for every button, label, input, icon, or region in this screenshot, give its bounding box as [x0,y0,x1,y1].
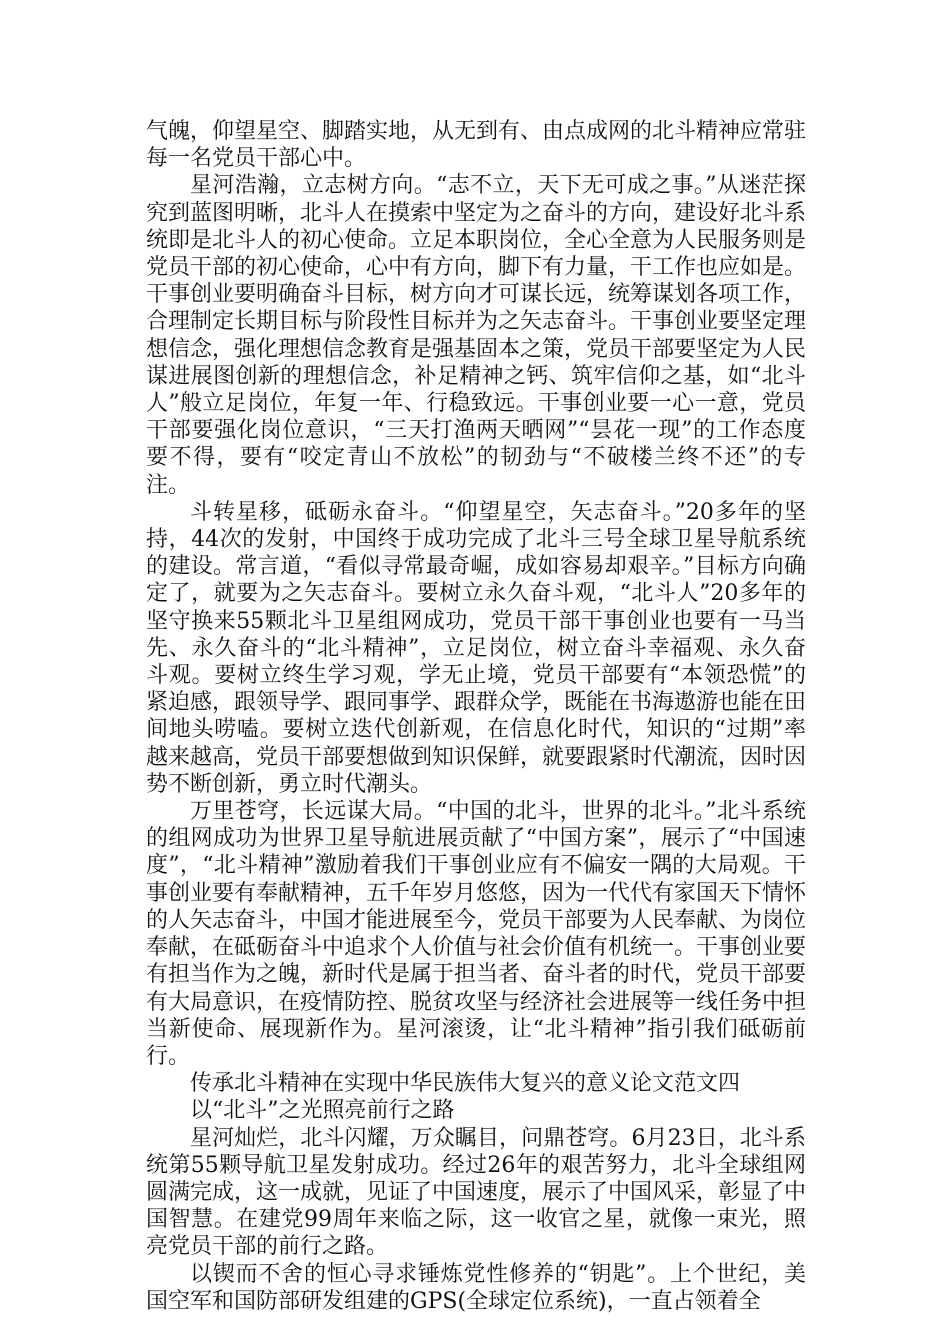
essay-subtitle: 以“北斗”之光照亮前行之路 [190,1098,455,1124]
paragraph-beidou-launch: 星河灿烂，北斗闪耀，万众瞩目，问鼎苍穹。6月23日，北斗系统第55颗导航卫星发射成功。经过26年的艰苦努力，北斗全球组网圆满完成，这一成就，见证了中国速度，展示了中国风采，彰显了中国智慧。在建党99周年来临之际，这一收官之星，就像一束光，照亮党员干部的前行之路。 [146,1125,807,1260]
paragraph-big-picture: 万里苍穹，长远谋大局。“中国的北斗，世界的北斗。”北斗系统的组网成功为世界卫星导航进展贡献了“中国方案”，展示了“中国速度”，“北斗精神”激励着我们干事创业应有不偏安一隅的大局观。干事创业要有奉献精神，五千年岁月悠悠，因为一代代有家国天下情怀的人矢志奋斗，中国才能进展至今，党员干部要为人民奉献、为岗位奉献，在砥砺奋斗中追求个人价值与社会价值有机统一。干事创业要有担当作为之魄，新时代是属于担当者、奋斗者的时代，党员干部要有大局意识，在疫情防控、脱贫攻坚与经济社会进展等一线任务中担当新使命、展现新作为。星河滚烫，让“北斗精神”指引我们砥砺前行。 [146,799,807,1069]
essay-title: 传承北斗精神在实现中华民族伟大复兴的意义论文范文四 [190,1071,741,1097]
paragraph-perseverance: 以锲而不舍的恒心寻求锤炼党性修养的“钥匙”。上个世纪，美国空军和国防部研发组建的GPS(全球定位系统)，一直占领着全 [146,1261,806,1314]
paragraph-strive-forever: 斗转星移，砥砺永奋斗。“仰望星空，矢志奋斗。”20多年的坚持，44次的发射，中国终于成功完成了北斗三号全球卫星导航系统的建设。常言道，“看似寻常最奇崛，成如容易却艰辛。”目标方向确定了，就要为之矢志奋斗。要树立永久奋斗观，“北斗人”20多年的坚守换来55颗北斗卫星组网成功，党员干部干事创业也要有一马当先、永久奋斗的“北斗精神”，立足岗位，树立奋斗幸福观、永久奋斗观。要树立终生学习观，学无止境，党员干部要有“本领恐慌”的紧迫感，跟领导学、跟同事学、跟群众学，既能在书海遨游也能在田间地头唠嗑。要树立迭代创新观，在信息化时代，知识的“过期”率越来越高，党员干部要想做到知识保鲜，就要跟紧时代潮流，因时因势不断创新，勇立时代潮头。 [146,499,807,797]
document-body [146,118,806,1315]
paragraph-set-direction: 星河浩瀚，立志树方向。“志不立，天下无可成之事。”从迷茫探究到蓝图明晰，北斗人在摸索中坚定为之奋斗的方向，建设好北斗系统即是北斗人的初心使命。立足本职岗位，全心全意为人民服务则是党员干部的初心使命，心中有方向，脚下有力量，干工作也应如是。干事创业要明确奋斗目标，树方向才可谋长远，统筹谋划各项工作，合理制定长期目标与阶段性目标并为之矢志奋斗。干事创业要坚定理想信念，强化理想信念教育是强基固本之策，党员干部要坚定为人民谋进展图创新的理想信念，补足精神之钙、筑牢信仰之基，如“北斗人”般立足岗位，年复一年、行稳致远。干事创业要一心一意，党员干部要强化岗位意识，“三天打渔两天晒网”“昙花一现”的工作态度要不得，要有“咬定青山不放松”的韧劲与“不破楼兰终不还”的专注。 [146,173,807,498]
paragraph-continuation: 气魄，仰望星空、脚踏实地，从无到有、由点成网的北斗精神应常驻每一名党员干部心中。 [146,119,807,172]
